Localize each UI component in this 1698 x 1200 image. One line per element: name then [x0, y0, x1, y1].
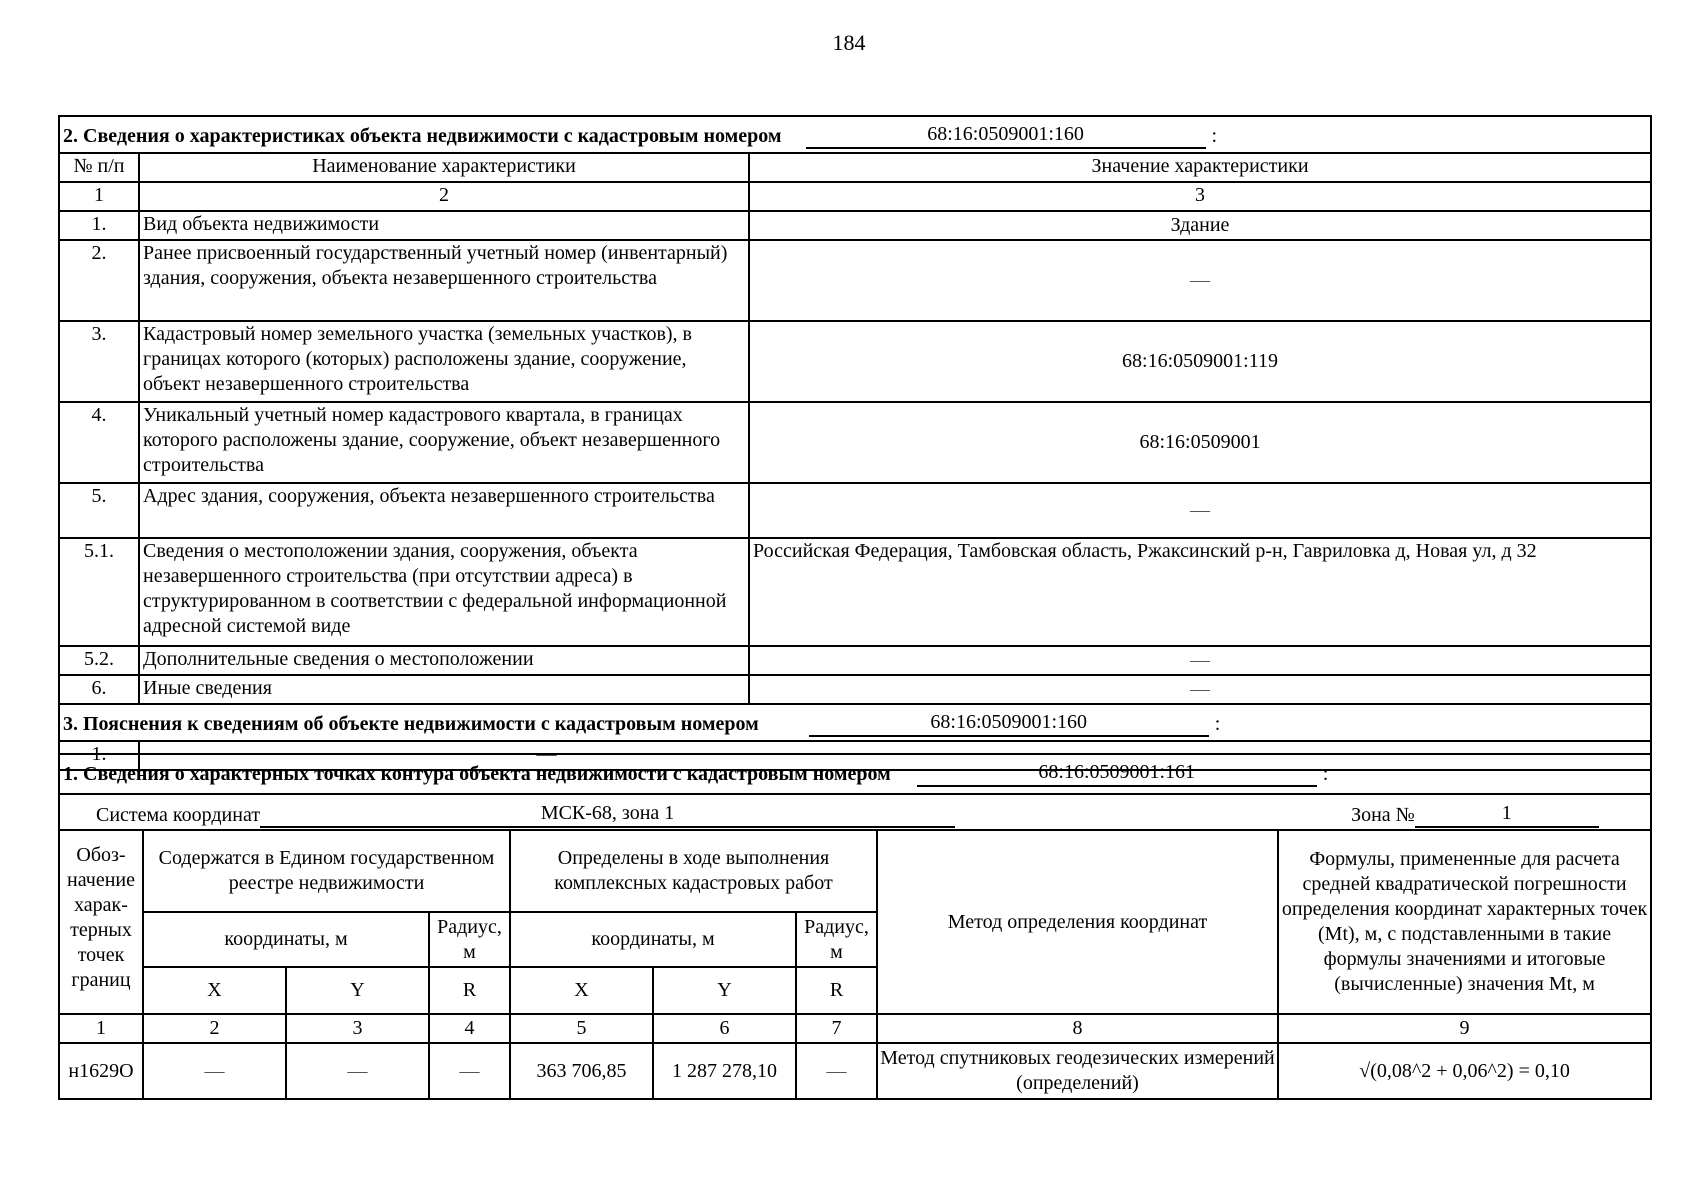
egrn-r: — [429, 1043, 510, 1099]
header-ccw: Определены в ходе выполнения комплексных кадастровых работ [510, 830, 877, 912]
row-name: Кадастровый номер земельного участка (земельных участков), в границах которого (которых) расположены здание, сооружение, объект незавершенного строительства [139, 321, 749, 402]
row-name: Иные сведения [139, 675, 749, 704]
row-number: 6. [59, 675, 139, 704]
characteristics-table [58, 115, 1652, 771]
row-name: Вид объекта недвижимости [139, 211, 749, 240]
zone-value: 1 [1415, 800, 1599, 828]
col-number-6: 6 [653, 1014, 796, 1043]
header-ccw-x: X [510, 967, 653, 1014]
header-egrn-y: Y [286, 967, 429, 1014]
coord-system-value: МСК-68, зона 1 [260, 800, 955, 828]
section2-header [59, 116, 1651, 153]
row-value: — [749, 646, 1651, 675]
header-egrn-coords: координаты, м [143, 912, 429, 967]
row-number: 3. [59, 321, 139, 402]
point-designation: н1629О [59, 1043, 143, 1099]
zone-label: Зона № [1351, 804, 1415, 826]
row-number: 1. [59, 211, 139, 240]
header-egrn-r: R [429, 967, 510, 1014]
table-row [59, 240, 1651, 321]
table-row [59, 538, 1651, 646]
table-row [59, 675, 1651, 704]
header-designation: Обоз-начение харак-терных точек границ [59, 830, 143, 1014]
row-number: 1. [59, 741, 139, 770]
row-value: 68:16:0509001:119 [749, 321, 1651, 402]
col-number-2: 2 [143, 1014, 286, 1043]
table-row [59, 321, 1651, 402]
table-row [59, 483, 1651, 538]
header-egrn-radius: Радиус, м [429, 912, 510, 967]
col-number-2: 2 [139, 182, 749, 211]
header-ccw-coords: координаты, м [510, 912, 796, 967]
ccw-r: — [796, 1043, 877, 1099]
coord-system-label: Система координат [96, 804, 261, 826]
row-value: Российская Федерация, Тамбовская область, Ржаксинский р-н, Гавриловка д, Новая ул, д 32 [749, 538, 1651, 646]
section3-title: 3. Пояснения к сведениям об объекте недвижимости с кадастровым номером [63, 713, 759, 735]
table-row [59, 646, 1651, 675]
section2-cadastral-number: 68:16:0509001:160 [806, 121, 1206, 149]
header-name: Наименование характеристики [139, 153, 749, 182]
col-number-1: 1 [59, 182, 139, 211]
contour-points-table [58, 753, 1652, 1100]
row-value: — [749, 240, 1651, 321]
header-ccw-radius: Радиус, м [796, 912, 877, 967]
row-value: — [749, 483, 1651, 538]
section1-colon: : [1322, 763, 1329, 785]
row-name: Адрес здания, сооружения, объекта незавершенного строительства [139, 483, 749, 538]
section1-title: 1. Сведения о характерных точках контура объекта недвижимости с кадастровым номером [63, 763, 891, 785]
col-number-1: 1 [59, 1014, 143, 1043]
section2-colon: : [1211, 125, 1218, 147]
formula: √(0,08^2 + 0,06^2) = 0,10 [1278, 1043, 1651, 1099]
col-number-7: 7 [796, 1014, 877, 1043]
section1-header [59, 754, 1651, 794]
method: Метод спутниковых геодезических измерений (определений) [877, 1043, 1278, 1099]
col-number-8: 8 [877, 1014, 1278, 1043]
row-value: Здание [749, 211, 1651, 240]
table-row [59, 1043, 1651, 1099]
header-egrn-x: X [143, 967, 286, 1014]
section2-title: 2. Сведения о характеристиках объекта недвижимости с кадастровым номером [63, 125, 782, 147]
table-row [59, 402, 1651, 483]
section3-cadastral-number: 68:16:0509001:160 [809, 709, 1209, 737]
row-name: Дополнительные сведения о местоположении [139, 646, 749, 675]
header-egrn: Содержатся в Едином государственном реестре недвижимости [143, 830, 510, 912]
col-number-4: 4 [429, 1014, 510, 1043]
row-number: 5. [59, 483, 139, 538]
row-name: Уникальный учетный номер кадастрового квартала, в границах которого расположены здание, сооружение, объект незавершенного строительства [139, 402, 749, 483]
egrn-x: — [143, 1043, 286, 1099]
row-name: Сведения о местоположении здания, сооружения, объекта незавершенного строительства (при отсутствии адреса) в структурированном в соответствии с федеральной информационной адресной системой виде [139, 538, 749, 646]
section3-header [59, 704, 1651, 741]
page-number: 184 [832, 30, 866, 55]
row-value: 68:16:0509001 [749, 402, 1651, 483]
row-value: — [749, 675, 1651, 704]
header-method: Метод определения координат [877, 830, 1278, 1014]
header-value: Значение характеристики [749, 153, 1651, 182]
coord-system-row [59, 794, 1651, 830]
table-row [59, 211, 1651, 240]
header-number: № п/п [59, 153, 139, 182]
row-number: 2. [59, 240, 139, 321]
col-number-3: 3 [749, 182, 1651, 211]
egrn-y: — [286, 1043, 429, 1099]
row-number: 4. [59, 402, 139, 483]
header-formulas: Формулы, примененные для расчета средней квадратической погрешности определения координат характерных точек (Mt), м, с подставленными в такие формулы значениями и итоговые (вычисленные) значения Mt, м [1278, 830, 1651, 1014]
ccw-x: 363 706,85 [510, 1043, 653, 1099]
col-number-3: 3 [286, 1014, 429, 1043]
col-number-5: 5 [510, 1014, 653, 1043]
header-ccw-y: Y [653, 967, 796, 1014]
row-name: Ранее присвоенный государственный учетный номер (инвентарный) здания, сооружения, объекта незавершенного строительства [139, 240, 749, 321]
row-number: 5.1. [59, 538, 139, 646]
section3-colon: : [1214, 713, 1221, 735]
row-value: — [139, 741, 1651, 770]
col-number-9: 9 [1278, 1014, 1651, 1043]
section1-cadastral-number: 68:16:0509001:161 [917, 759, 1317, 787]
ccw-y: 1 287 278,10 [653, 1043, 796, 1099]
header-ccw-r: R [796, 967, 877, 1014]
row-number: 5.2. [59, 646, 139, 675]
